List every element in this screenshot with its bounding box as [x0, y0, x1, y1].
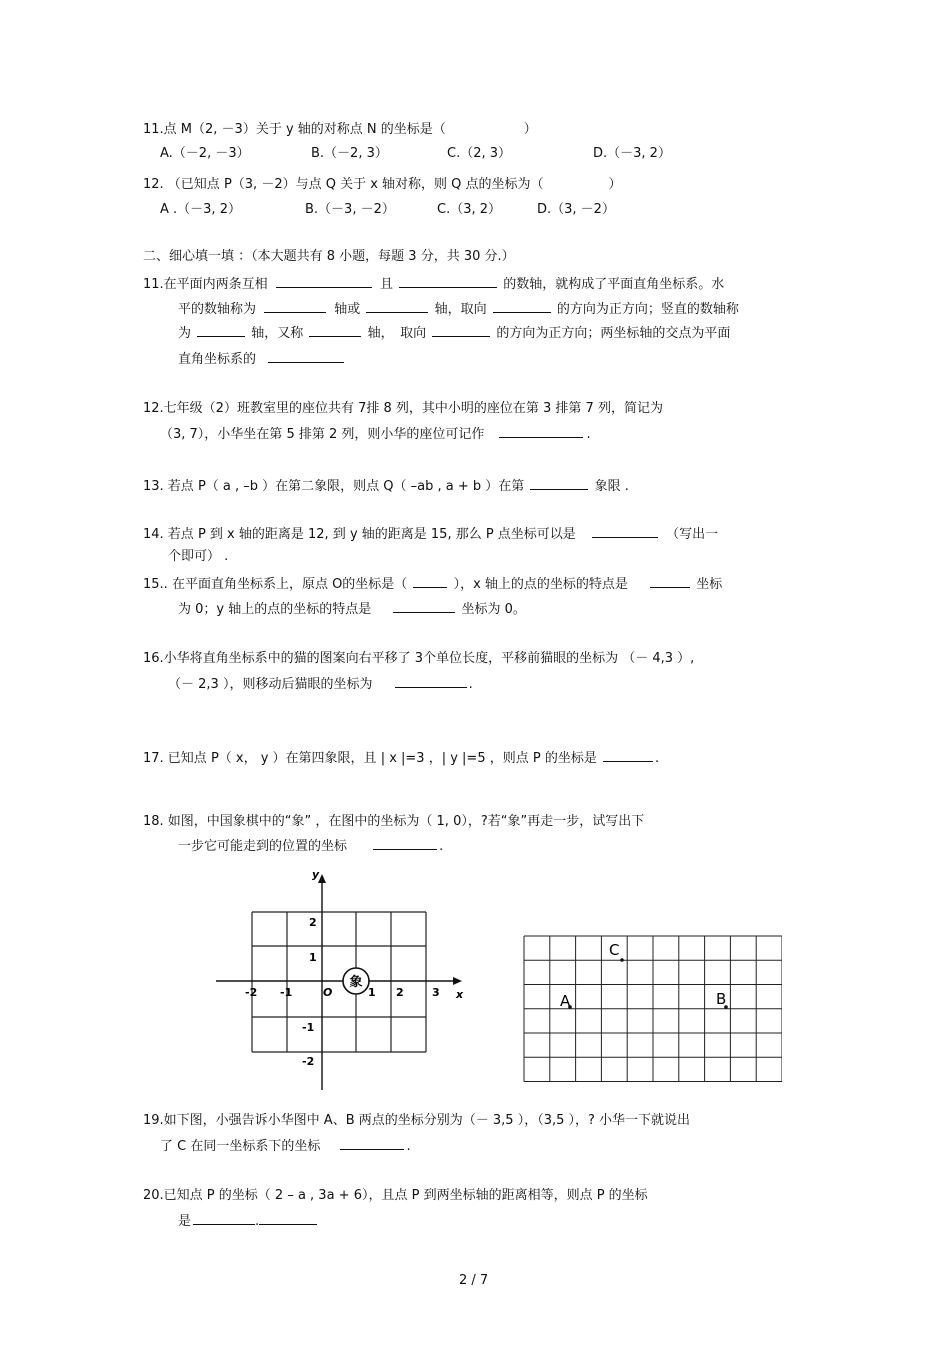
answer-blank[interactable]: [499, 424, 583, 438]
x-tick-label: 3: [432, 986, 440, 999]
point-b-label: B: [716, 990, 727, 1008]
answer-blank[interactable]: [393, 599, 455, 613]
y-axis-arrow-icon: [318, 874, 326, 883]
x-axis-arrow-icon: [453, 977, 462, 985]
y-axis-label: y: [312, 868, 320, 881]
text: 了 C 在同一坐标系下的坐标: [160, 1139, 321, 1154]
answer-blank[interactable]: [264, 299, 326, 313]
fill-11-line4: [178, 349, 352, 369]
page-number: 2 / 7: [459, 1273, 489, 1288]
origin-label: O: [323, 986, 333, 999]
text: 的方向为正方向；竖直的数轴称: [556, 302, 739, 317]
text: 平的数轴称为: [178, 302, 257, 317]
q12-option-a: A .（－3, 2）: [160, 202, 241, 217]
text: 11.在平面内两条互相: [143, 277, 268, 292]
text: 的方向为正方向；两坐标轴的交点为平面: [496, 326, 731, 341]
q12-option-c: C.（3, 2）: [437, 202, 502, 217]
text: .: [439, 839, 444, 854]
chess-coordinate-figure: [210, 868, 472, 1094]
text: 坐标为 0。: [461, 602, 526, 617]
point-c-label: C: [609, 941, 620, 959]
q12-stem: 12. （已知点 P（3, －2）与点 Q 关于 x 轴对称，则 Q 点的坐标为（ ）: [143, 177, 622, 192]
text: 是: [178, 1214, 192, 1229]
fill-14-line2: 个即可） .: [168, 549, 229, 564]
fill-17: [143, 748, 659, 768]
x-axis-label: x: [456, 988, 464, 1001]
answer-blank[interactable]: [530, 476, 588, 490]
fill-20-line1: 20.已知点 P 的坐标（ 2 – a , 3a + 6），且点 P 到两坐标轴的距离相等，则点 P 的坐标: [143, 1188, 648, 1203]
q11-option-a: A.（－2, －3）: [160, 146, 250, 161]
point-a-label: A: [560, 992, 571, 1010]
text: 为 0；y 轴上的点的坐标的特点是: [178, 602, 372, 617]
y-tick-label: 1: [309, 951, 317, 964]
text: 轴，又称: [251, 326, 304, 341]
answer-blank[interactable]: [309, 323, 361, 337]
answer-blank[interactable]: [276, 274, 372, 288]
fill-12-line1: 12.七年级（2）班教室里的座位共有 7排 8 列，其中小明的座位在第 3 排第 7 列，简记为: [143, 401, 663, 416]
y-tick-label: 2: [309, 916, 317, 929]
fill-11-line2: [178, 299, 739, 319]
fill-18-line2: [178, 836, 443, 856]
answer-blank[interactable]: [395, 674, 467, 688]
text: 14. 若点 P 到 x 轴的距离是 12, 到 y 轴的距离是 15, 那么 P 点坐标可以是: [143, 527, 576, 542]
x-tick-label: -2: [245, 986, 258, 999]
fill-20-line2: [178, 1211, 317, 1231]
text: 13. 若点 P（ a , –b ）在第二象限，则点 Q（ –ab , a + b ）在第: [143, 479, 525, 494]
q12-option-b: B.（－3, －2）: [305, 202, 395, 217]
answer-blank[interactable]: [650, 574, 690, 588]
text: （3, 7），小华坐在第 5 排第 2 列，则小华的座位可记作: [160, 427, 485, 442]
fill-15-line1: [143, 574, 722, 594]
text: .: [586, 427, 591, 442]
q12-option-d: D.（3, －2）: [537, 202, 615, 217]
text: ），x 轴上的点的坐标的特点是: [453, 577, 628, 592]
fill-12-line2: [160, 424, 591, 444]
text: 直角坐标系的: [178, 352, 257, 367]
x-tick-label: -1: [280, 986, 293, 999]
x-tick-label: 2: [396, 986, 404, 999]
fill-11-line1: [143, 274, 724, 294]
text: .: [654, 751, 660, 766]
fill-11-line3: [178, 323, 730, 343]
point-c: [620, 958, 624, 962]
text: 象限 .: [594, 479, 629, 494]
answer-blank[interactable]: [399, 274, 497, 288]
answer-blank[interactable]: [373, 836, 437, 850]
q11-option-c: C.（2, 3）: [447, 146, 512, 161]
section-heading: 二、细心填一填 ：（本大题共有 8 小题，每题 3 分，共 30 分.）: [143, 249, 515, 264]
answer-blank[interactable]: [413, 574, 447, 588]
q11-option-b: B.（－2, 3）: [311, 146, 388, 161]
text: 为: [178, 326, 192, 341]
x-tick-label: 1: [368, 986, 376, 999]
text: 坐标: [696, 577, 723, 592]
grid-figure: [520, 930, 782, 1084]
answer-blank[interactable]: [197, 323, 245, 337]
answer-blank[interactable]: [432, 323, 490, 337]
chess-piece-label: 象: [349, 975, 363, 990]
answer-blank[interactable]: [493, 299, 551, 313]
fill-14-line1: [143, 524, 718, 544]
answer-blank[interactable]: [603, 748, 653, 762]
text: 轴， 取向: [367, 326, 427, 341]
y-tick-label: -2: [302, 1055, 315, 1068]
grid-lines: [252, 912, 426, 1052]
fill-16-line2: [168, 674, 473, 694]
fill-15-line2: [178, 599, 526, 619]
y-tick-label: -1: [302, 1021, 315, 1034]
text: 一步它可能走到的位置的坐标: [178, 839, 348, 854]
text: .: [468, 677, 473, 692]
answer-blank[interactable]: [268, 349, 344, 363]
fill-16-line1: 16.小华将直角坐标系中的猫的图案向右平移了 3个单位长度，平移前猫眼的坐标为 （－ 4,3 ）,: [143, 651, 695, 666]
answer-blank[interactable]: [193, 1211, 255, 1225]
text: 且: [379, 277, 393, 292]
text: 的数轴，就构成了平面直角坐标系。水: [503, 277, 725, 292]
fill-19-line2: [160, 1136, 411, 1156]
text: 轴或: [334, 302, 361, 317]
text: 17. 已知点 P（ x， y ）在第四象限，且 | x |=3 ，| y |=5 ，则点 P 的坐标是: [143, 751, 597, 766]
text: .: [406, 1139, 411, 1154]
text: （－ 2,3 ），则移动后猫眼的坐标为: [168, 677, 373, 692]
fill-19-line1: 19.如下图，小强告诉小华图中 A、B 两点的坐标分别为（－ 3,5 ），（3,5 ），? 小华一下就说出: [143, 1113, 691, 1128]
q11-stem: 11.点 M（2, －3）关于 y 轴的对称点 N 的坐标是（ ）: [143, 122, 537, 137]
text: （写出一: [666, 527, 719, 542]
fill-18-line1: 18. 如图，中国象棋中的“象” ，在图中的坐标为（ 1, 0），?若“象”再走一步，试写出下: [143, 814, 645, 829]
answer-blank[interactable]: [340, 1136, 404, 1150]
answer-blank[interactable]: [259, 1211, 317, 1225]
fill-13: [143, 476, 629, 496]
q11-option-d: D.（－3, 2）: [593, 146, 671, 161]
answer-blank[interactable]: [366, 299, 428, 313]
text: .: [255, 1214, 260, 1229]
answer-blank[interactable]: [592, 524, 658, 538]
text: 15.. 在平面直角坐标系上，原点 O的坐标是（: [143, 577, 408, 592]
text: 轴，取向: [434, 302, 487, 317]
